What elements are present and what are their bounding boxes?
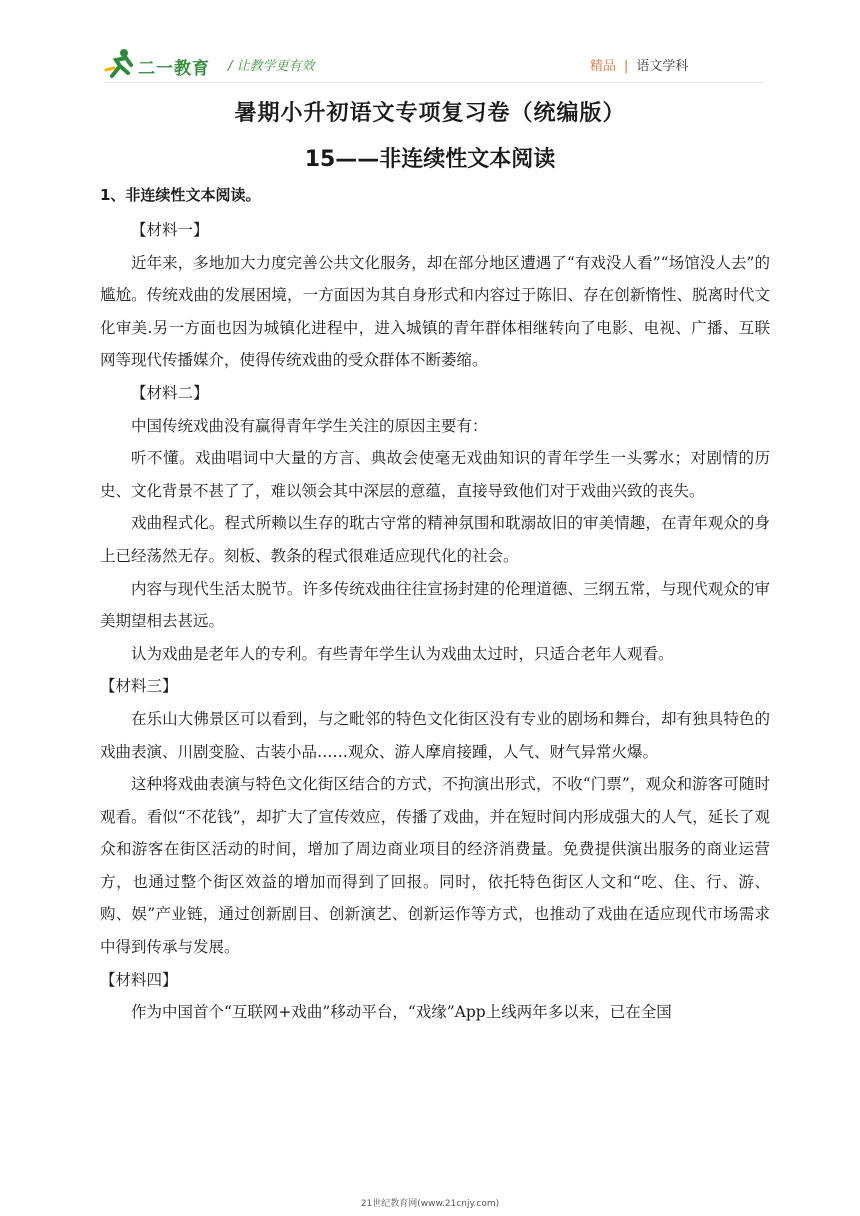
paragraph: 认为戏曲是老年人的专利。有些青年学生认为戏曲太过时，只适合老年人观看。 xyxy=(131,644,674,663)
paragraph: 近年来，多地加大力度完善公共文化服务，却在部分地区遭遇了“有戏没人看”“场馆没人去”的尴尬。传统戏曲的发展困境，一方面因为其自身形式和内容过于陈旧、存在创新惰性、脱离时代文化审美.另一方面也因为城镇化进程中，进入城镇的青年群体相继转向了电影、电视、广播、互联网等现代传播媒介，使得传统戏曲的受众群体不断萎缩。 xyxy=(100,253,770,370)
paragraph: 作为中国首个“互联网+戏曲”移动平台，“戏缘”App上线两年多以来，已在全国 xyxy=(131,1003,672,1022)
header-right xyxy=(590,55,688,74)
paragraph: 内容与现代生活太脱节。许多传统戏曲往往宣扬封建的伦理道德、三纲五常，与现代观众的审美期望相去甚远。 xyxy=(100,579,770,631)
question-label: 1、非连续性文本阅读。 xyxy=(100,186,261,204)
material-heading: 【材料四】 xyxy=(100,970,178,989)
page-title: 暑期小升初语文专项复习卷（统编版） xyxy=(234,101,626,126)
header-divider xyxy=(104,82,764,83)
brand-logo xyxy=(104,46,222,82)
material-heading: 【材料三】 xyxy=(100,677,178,696)
paragraph: 中国传统戏曲没有赢得青年学生关注的原因主要有： xyxy=(131,416,488,435)
slogan: / 让教学更有效 xyxy=(228,59,315,74)
material-heading: 【材料二】 xyxy=(131,383,209,402)
reading-material xyxy=(100,214,770,1029)
paragraph: 听不懂。戏曲唱词中大量的方言、典故会使毫无戏曲知识的青年学生一头雾水；对剧情的历史、文化背景不甚了了，难以领会其中深层的意蕴，直接导致他们对于戏曲兴致的丧失。 xyxy=(100,449,770,500)
paragraph: 戏曲程式化。程式所赖以生存的耽古守常的精神氛围和耽溺故旧的审美情趣，在青年观众的身上已经荡然无存。刻板、教条的程式很难适应现代化的社会。 xyxy=(100,514,770,565)
page-footer: 21世纪教育网(www.21cnjy.com) xyxy=(360,1199,500,1209)
paragraph: 在乐山大佛景区可以看到，与之毗邻的特色文化街区没有专业的剧场和舞台，却有独具特色的戏曲表演、川剧变脸、古装小品……观众、游人摩肩接踵，人气、财气异常火爆。 xyxy=(100,709,770,761)
header-separator: | xyxy=(624,59,629,74)
page-subtitle: 15——非连续性文本阅读 xyxy=(304,147,556,172)
paragraph: 这种将戏曲表演与特色文化街区结合的方式，不拘演出形式，不收“门票”，观众和游客可随时观看。看似“不花钱”，却扩大了宣传效应，传播了戏曲，并在短时间内形成强大的人气，延长了观众和游客在街区活动的时间，增加了周边商业项目的经济消费量。免费提供演出服务的商业运营方，也通过整个街区效益的增加而得到了回报。同时，依托特色街区人文和“吃、住、行、游、购、娱”产业链，通过创新剧目、创新演艺、创新运作等方式，也推动了戏曲在适应现代市场需求中得到传承与发展。 xyxy=(100,775,770,957)
page-header xyxy=(0,0,860,92)
subject-label: 语文学科 xyxy=(636,59,689,74)
logo-text: 二一教育 xyxy=(138,59,210,79)
runner-logo-icon xyxy=(104,46,138,80)
material-heading: 【材料一】 xyxy=(131,221,209,239)
quality-label: 精品 xyxy=(590,59,617,74)
